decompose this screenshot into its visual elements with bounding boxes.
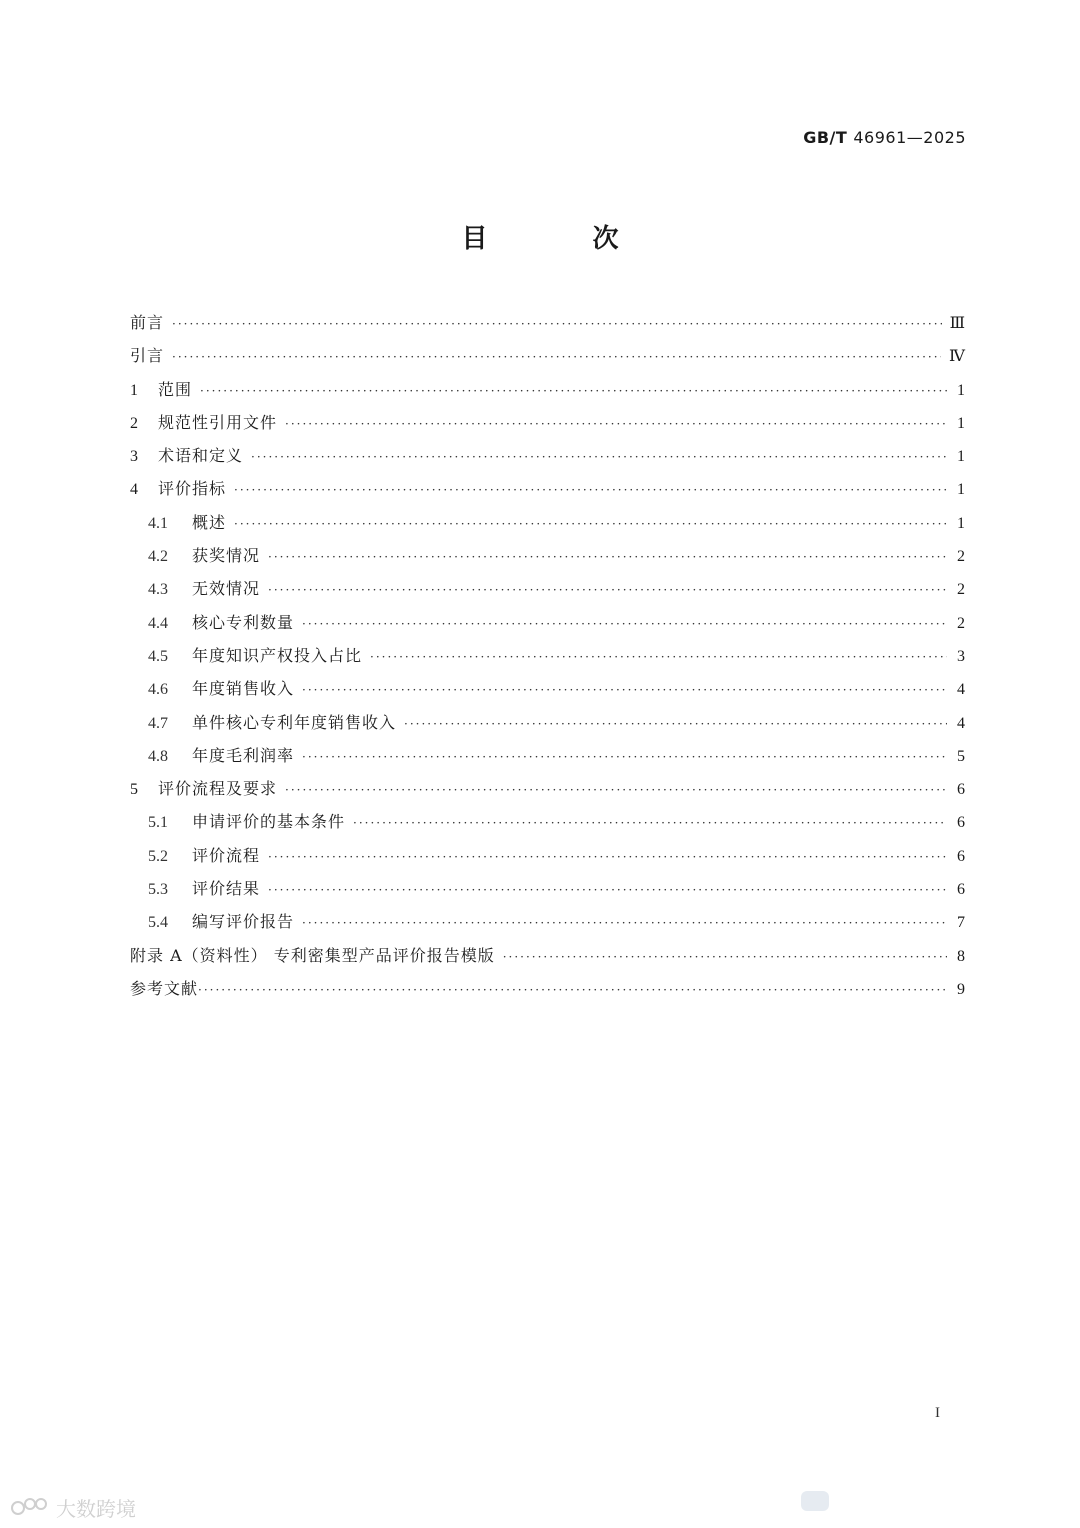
toc-entry-number: 4.6	[148, 681, 168, 699]
toc-entry-page: 6	[957, 814, 965, 832]
toc-entry-label: 编写评价报告	[192, 912, 295, 932]
toc-dot-leader	[302, 674, 947, 707]
toc-entry-label: 年度毛利润率	[192, 745, 295, 765]
toc-dot-leader	[268, 574, 947, 607]
toc-entry-page: 6	[957, 781, 965, 799]
standard-number: 46961—2025	[853, 128, 966, 147]
toc-dot-leader	[302, 907, 947, 940]
toc-dot-leader	[251, 441, 947, 474]
toc-entry-label: 单件核心专利年度销售收入	[192, 712, 397, 732]
toc-entry[interactable]	[130, 672, 965, 705]
toc-dot-leader	[268, 874, 947, 907]
toc-entry-number: 4.1	[148, 514, 168, 532]
toc-entry[interactable]	[130, 905, 965, 938]
toc-entry-page: 4	[957, 714, 965, 732]
toc-entry-label: 术语和定义	[158, 446, 244, 466]
toc-entry[interactable]	[130, 339, 965, 372]
toc-entry-label: 获奖情况	[192, 546, 261, 566]
toc-entry-number: 4	[130, 481, 138, 499]
toc-entry[interactable]	[130, 872, 965, 905]
toc-entry[interactable]	[130, 639, 965, 672]
watermark	[10, 1493, 136, 1522]
toc-dot-leader	[268, 541, 947, 574]
toc-dot-leader	[285, 774, 947, 807]
toc-entry-number: 4.5	[148, 647, 168, 665]
toc-dot-leader	[370, 641, 947, 674]
toc-entry-page: 1	[957, 414, 965, 432]
toc-entry-label: 申请评价的基本条件	[192, 812, 346, 832]
table-of-contents	[130, 306, 965, 1005]
toc-entry-label: 无效情况	[192, 579, 261, 599]
toc-entry-page: 1	[957, 381, 965, 399]
toc-entry-page: 8	[957, 947, 965, 965]
toc-entry-page: Ⅳ	[949, 348, 965, 366]
toc-dot-leader	[268, 841, 947, 874]
toc-entry-page: 1	[957, 448, 965, 466]
toc-entry-number: 4.2	[148, 548, 168, 566]
toc-entry-label: 前言	[130, 313, 165, 332]
toc-entry[interactable]	[130, 706, 965, 739]
watermark-logo-icon	[10, 1496, 50, 1520]
sac-logo-icon	[800, 1490, 830, 1512]
standard-code	[803, 128, 966, 147]
toc-dot-leader	[503, 941, 947, 974]
toc-dot-leader	[302, 741, 947, 774]
toc-entry[interactable]	[130, 472, 965, 505]
toc-dot-leader	[353, 807, 947, 840]
toc-entry-number: 4.4	[148, 614, 168, 632]
toc-entry-page: 1	[957, 514, 965, 532]
toc-dot-leader	[172, 308, 942, 341]
toc-entry-label: 核心专利数量	[192, 612, 295, 632]
toc-entry[interactable]	[130, 439, 965, 472]
toc-entry[interactable]	[130, 805, 965, 838]
toc-entry-number: 2	[130, 414, 138, 432]
toc-entry-number: 4.8	[148, 747, 168, 765]
toc-entry-number: 3	[130, 448, 138, 466]
toc-entry-page: 5	[957, 747, 965, 765]
toc-dot-leader	[198, 974, 947, 1007]
toc-dot-leader	[234, 508, 947, 541]
toc-entry[interactable]	[130, 839, 965, 872]
toc-entry-page: 7	[957, 914, 965, 932]
toc-entry-label: 引言	[130, 346, 165, 366]
toc-entry-page: 6	[957, 847, 965, 865]
toc-entry-number: 5	[130, 781, 138, 799]
toc-entry-page: 2	[957, 581, 965, 599]
page-number: I	[935, 1405, 940, 1421]
toc-entry-label: 参考文献	[130, 978, 199, 998]
toc-entry-label: 规范性引用文件	[158, 412, 278, 432]
toc-entry[interactable]	[130, 772, 965, 805]
toc-entry-page: 4	[957, 681, 965, 699]
toc-entry-page: 6	[957, 881, 965, 899]
toc-dot-leader	[285, 408, 947, 441]
toc-entry-label: 年度销售收入	[192, 679, 295, 699]
toc-entry-number: 4.7	[148, 714, 168, 732]
toc-entry[interactable]	[130, 739, 965, 772]
watermark-text: 大数跨境	[56, 1497, 136, 1521]
toc-entry[interactable]	[130, 572, 965, 605]
toc-entry-page: 2	[957, 614, 965, 632]
toc-entry-label: 概述	[192, 512, 227, 532]
toc-dot-leader	[234, 474, 947, 507]
toc-entry-page: 2	[957, 548, 965, 566]
toc-dot-leader	[200, 375, 947, 408]
toc-entry-page: 9	[957, 980, 965, 998]
toc-entry-label: 评价流程	[192, 845, 261, 865]
toc-entry-label: 范围	[158, 379, 193, 399]
toc-title: 目 次	[461, 224, 667, 254]
toc-entry-label: 评价流程及要求	[158, 779, 278, 799]
toc-entry-number: 1	[130, 381, 138, 399]
toc-entry-number: 5.1	[148, 814, 168, 832]
toc-entry-label: 附录 A（资料性） 专利密集型产品评价报告模版	[130, 945, 495, 965]
toc-entry[interactable]	[130, 939, 965, 972]
toc-entry-number: 5.3	[148, 881, 168, 899]
toc-entry-number: 4.3	[148, 581, 168, 599]
standard-prefix: GB/T	[803, 128, 848, 147]
toc-entry-label: 评价结果	[192, 879, 261, 899]
toc-entry[interactable]	[130, 506, 965, 539]
toc-entry-page: 1	[957, 481, 965, 499]
toc-entry[interactable]	[130, 972, 965, 1005]
toc-entry[interactable]	[130, 539, 965, 572]
toc-entry[interactable]	[130, 606, 965, 639]
toc-dot-leader	[172, 341, 941, 374]
toc-dot-leader	[302, 608, 947, 641]
toc-entry-page: Ⅲ	[949, 315, 965, 332]
toc-entry[interactable]	[130, 306, 965, 339]
toc-entry[interactable]	[130, 373, 965, 406]
toc-entry-page: 3	[957, 647, 965, 665]
toc-entry-number: 5.2	[148, 847, 168, 865]
toc-entry-label: 年度知识产权投入占比	[192, 645, 363, 665]
toc-entry-number: 5.4	[148, 914, 168, 932]
toc-entry[interactable]	[130, 406, 965, 439]
toc-entry-label: 评价指标	[158, 479, 227, 499]
toc-dot-leader	[404, 708, 947, 741]
